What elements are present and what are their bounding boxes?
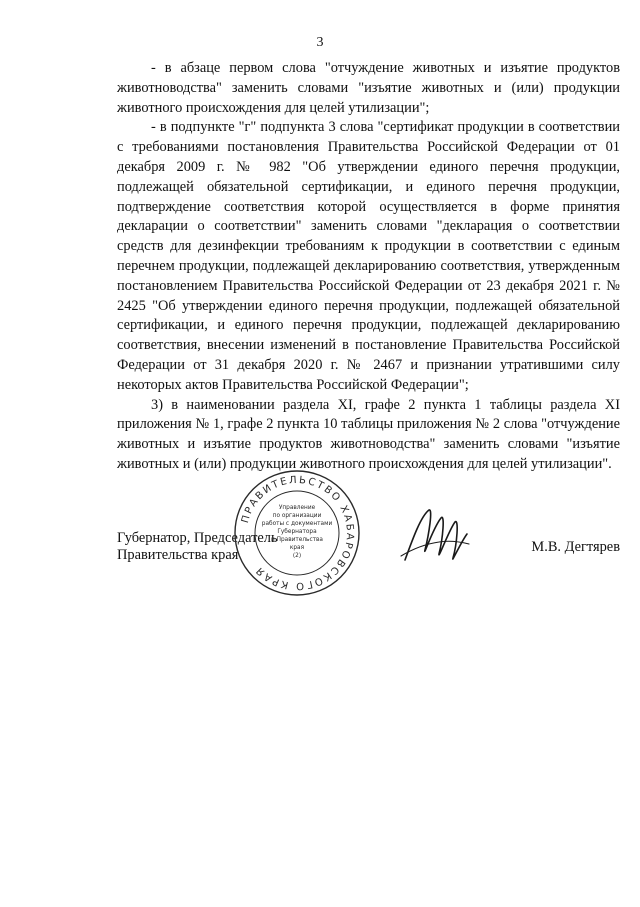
signatory-name: М.В. Дегтярев xyxy=(531,539,620,555)
stamp-line-7: (2) xyxy=(292,553,302,559)
signatory-title-line-1: Губернатор, Председатель xyxy=(117,530,278,546)
handwritten-signature xyxy=(395,498,475,578)
page-number: 3 xyxy=(316,35,324,50)
signatory-title-line-2: Правительства края xyxy=(117,547,239,563)
stamp-line-2: по организации xyxy=(272,513,322,519)
stamp-line-6: края xyxy=(289,545,305,551)
stamp-line-4: Губернатора xyxy=(277,529,317,535)
stamp-line-1: Управление xyxy=(278,505,316,511)
paragraph-2: - в подпункте "г" подпункта 3 слова "сертификат продукции в соответствии с требованиями постановления Правительства Российской Федерации от 01 декабря 2009 г. № 982 "Об утверждении единого перечня продукции, подлежащей обязательной сертификации, и единого перечня продукции, подтверждение соответствия которой осуществляется в форме принятия декларации о соответствии" заменить словами "декларация о соответствии средств для дезинфекции требованиям к продукции в соответствии с единым перечнем продукции, подлежащей декларированию соответствия, утвержденным постановлением Правительства Российской Федерации от 23 декабря 2021 г. № 2425 "Об утверждении единого перечня продукции, подлежащей обязательной сертификации, и единого перечня продукции, подлежащей декларированию соответствия, внесении изменений в постановление Правительства Российской Федерации от 31 декабря 2020 г. № 2467 и признании утратившими силу некоторых актов Правительства Российской Федерации"; xyxy=(117,119,620,393)
paragraph-3: 3) в наименовании раздела XI, графе 2 пункта 1 таблицы раздела XI приложения № 1, графе 2 пункта 10 таблицы приложения № 2 слова "отчуждение животных и изъятие продуктов животноводства" заменить словами "изъятие животных и (или) продукции животного происхождения для целей утилизации". xyxy=(117,396,620,472)
signature-block xyxy=(117,530,620,590)
stamp-line-5: и Правительства xyxy=(271,537,323,543)
paragraph-1: - в абзаце первом слова "отчуждение животных и изъятие продуктов животноводства" заменить словами "изъятие животных и (или) продукции животного происхождения для целей утилизации"; xyxy=(117,60,620,116)
stamp-ring-text: ПРАВИТЕЛЬСТВО ХАБАРОВСКОГО КРАЯ xyxy=(239,474,356,592)
document-body xyxy=(117,59,620,475)
stamp-line-3: работы с документами xyxy=(261,521,333,527)
official-stamp xyxy=(232,468,362,598)
